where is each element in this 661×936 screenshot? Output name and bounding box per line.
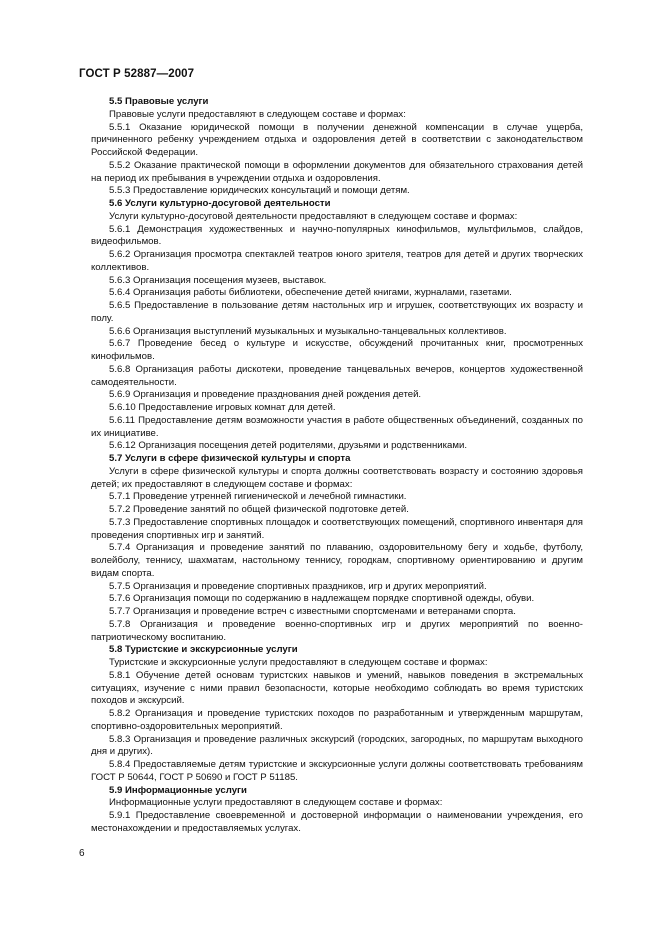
paragraph: 5.7.5 Организация и проведение спортивных праздников, игр и других мероприятий. (109, 580, 487, 592)
document-header-title: ГОСТ Р 52887—2007 (79, 68, 195, 80)
paragraph: 5.7.3 Предоставление спортивных площадок и соответствующих помещений, спортивного инвентаря для проведения спортивных игр и занятий. (91, 516, 583, 541)
paragraph: 5.6.9 Организация и проведение празднования дней рождения детей. (109, 389, 422, 401)
paragraph: 5.6.1 Демонстрация художественных и научно-популярных кинофильмов, мультфильмов, слайдов, видеофильмов. (91, 223, 583, 248)
paragraph: 5.7.6 Организация помощи по содержанию в надлежащем порядке спортивной одежды, обуви. (109, 593, 535, 605)
paragraph: 5.6.10 Предоставление игровых комнат для детей. (109, 402, 336, 413)
paragraph: Услуги в сфере физической культуры и спорта должны соответствовать возрасту и состоянию здоровья детей; их предоставляют в следующем составе и формах: (91, 465, 583, 490)
paragraph: 5.5.2 Оказание практической помощи в оформлении документов для обязательного страхования детей на период их пребывания в учреждении отдыха и оздоровления. (91, 159, 583, 184)
paragraph: 5.6.12 Организация посещения детей родителями, друзьями и родственниками. (109, 440, 467, 452)
paragraph: 5.6.3 Организация посещения музеев, выставок. (109, 274, 327, 286)
paragraph: 5.6.6 Организация выступлений музыкальных и музыкально-танцевальных коллективов. (109, 325, 507, 337)
section-heading: 5.5 Правовые услуги (109, 96, 209, 107)
paragraph: 5.8.1 Обучение детей основам туристских навыков и умений, навыков поведения в экстремальных ситуациях, изучение с ними правил безопасности, которые необходимо соблюдать во время туристских походов и экскурсий. (91, 669, 583, 707)
paragraph: 5.8.4 Предоставляемые детям туристские и экскурсионные услуги должны соответствовать требованиям ГОСТ Р 50644, ГОСТ Р 50690 и ГОСТ Р 51185. (91, 759, 583, 783)
paragraph: 5.6.5 Предоставление в пользование детям настольных игр и игрушек, соответствующих их возрасту и полу. (91, 300, 583, 324)
paragraph: 5.5.3 Предоставление юридических консультаций и помощи детям. (109, 185, 410, 197)
paragraph: 5.7.1 Проведение утренней гигиенической и лечебной гимнастики. (109, 491, 407, 503)
paragraph: Правовые услуги предоставляют в следующем составе и формах: (109, 108, 406, 120)
paragraph: Информационные услуги предоставляют в следующем составе и формах: (109, 797, 443, 809)
paragraph: 5.7.4 Организация и проведение занятий по плаванию, оздоровительному бегу и ходьбе, футболу, волейболу, теннису, шахматам, настольному теннису, городкам, спортивному ориентированию и другим видам спорта. (91, 542, 583, 579)
paragraph: 5.6.4 Организация работы библиотеки, обеспечение детей книгами, журналами, газетами. (109, 287, 512, 299)
paragraph: 5.6.2 Организация просмотра спектаклей театров юного зрителя, театров для детей и других творческих коллективов. (91, 249, 583, 273)
paragraph: 5.6.7 Проведение бесед о культуре и искусстве, обсуждений прочитанных книг, просмотренных кинофильмов. (91, 338, 583, 362)
paragraph: Туристские и экскурсионные услуги предоставляют в следующем составе и формах: (109, 657, 488, 668)
paragraph: 5.7.8 Организация и проведение военно-спортивных игр и других мероприятий по военно-патриотическому воспитанию. (91, 618, 583, 643)
paragraph: 5.8.3 Организация и проведение различных экскурсий (городских, загородных, по маршрутам выходного дня и других). (91, 733, 583, 758)
section-heading: 5.9 Информационные услуги (109, 784, 247, 796)
paragraph: 5.8.2 Организация и проведение туристских походов по разработанным и утвержденным маршрутам, спортивно-оздоровительных мероприятий. (91, 708, 583, 732)
page-number: 6 (79, 848, 85, 859)
document-body (91, 96, 583, 836)
section-heading: 5.7 Услуги в сфере физической культуры и спорта (109, 453, 351, 464)
paragraph: 5.5.1 Оказание юридической помощи в получении денежной компенсации в случае ущерба, причиненного ребенку учреждением отдыха и оздоровления детей в соответствии с законодательством Российской Федерации. (91, 121, 583, 158)
paragraph: 5.7.2 Проведение занятий по общей физической подготовке детей. (109, 504, 409, 515)
paragraph: 5.9.1 Предоставление своевременной и достоверной информации о наименовании учреждения, его местонахождении и предоставляемых услугах. (91, 810, 583, 834)
paragraph: 5.6.11 Предоставление детям возможности участия в работе общественных объединений, созданных по их инициативе. (91, 414, 583, 439)
paragraph: Услуги культурно-досуговой деятельности предоставляют в следующем составе и формах: (109, 210, 518, 222)
paragraph: 5.7.7 Организация и проведение встреч с известными спортсменами и ветеранами спорта. (109, 606, 516, 617)
section-heading: 5.8 Туристские и экскурсионные услуги (109, 644, 298, 656)
paragraph: 5.6.8 Организация работы дискотеки, проведение танцевальных вечеров, концертов художественной самодеятельности. (91, 363, 583, 388)
section-heading: 5.6 Услуги культурно-досуговой деятельности (109, 198, 331, 209)
